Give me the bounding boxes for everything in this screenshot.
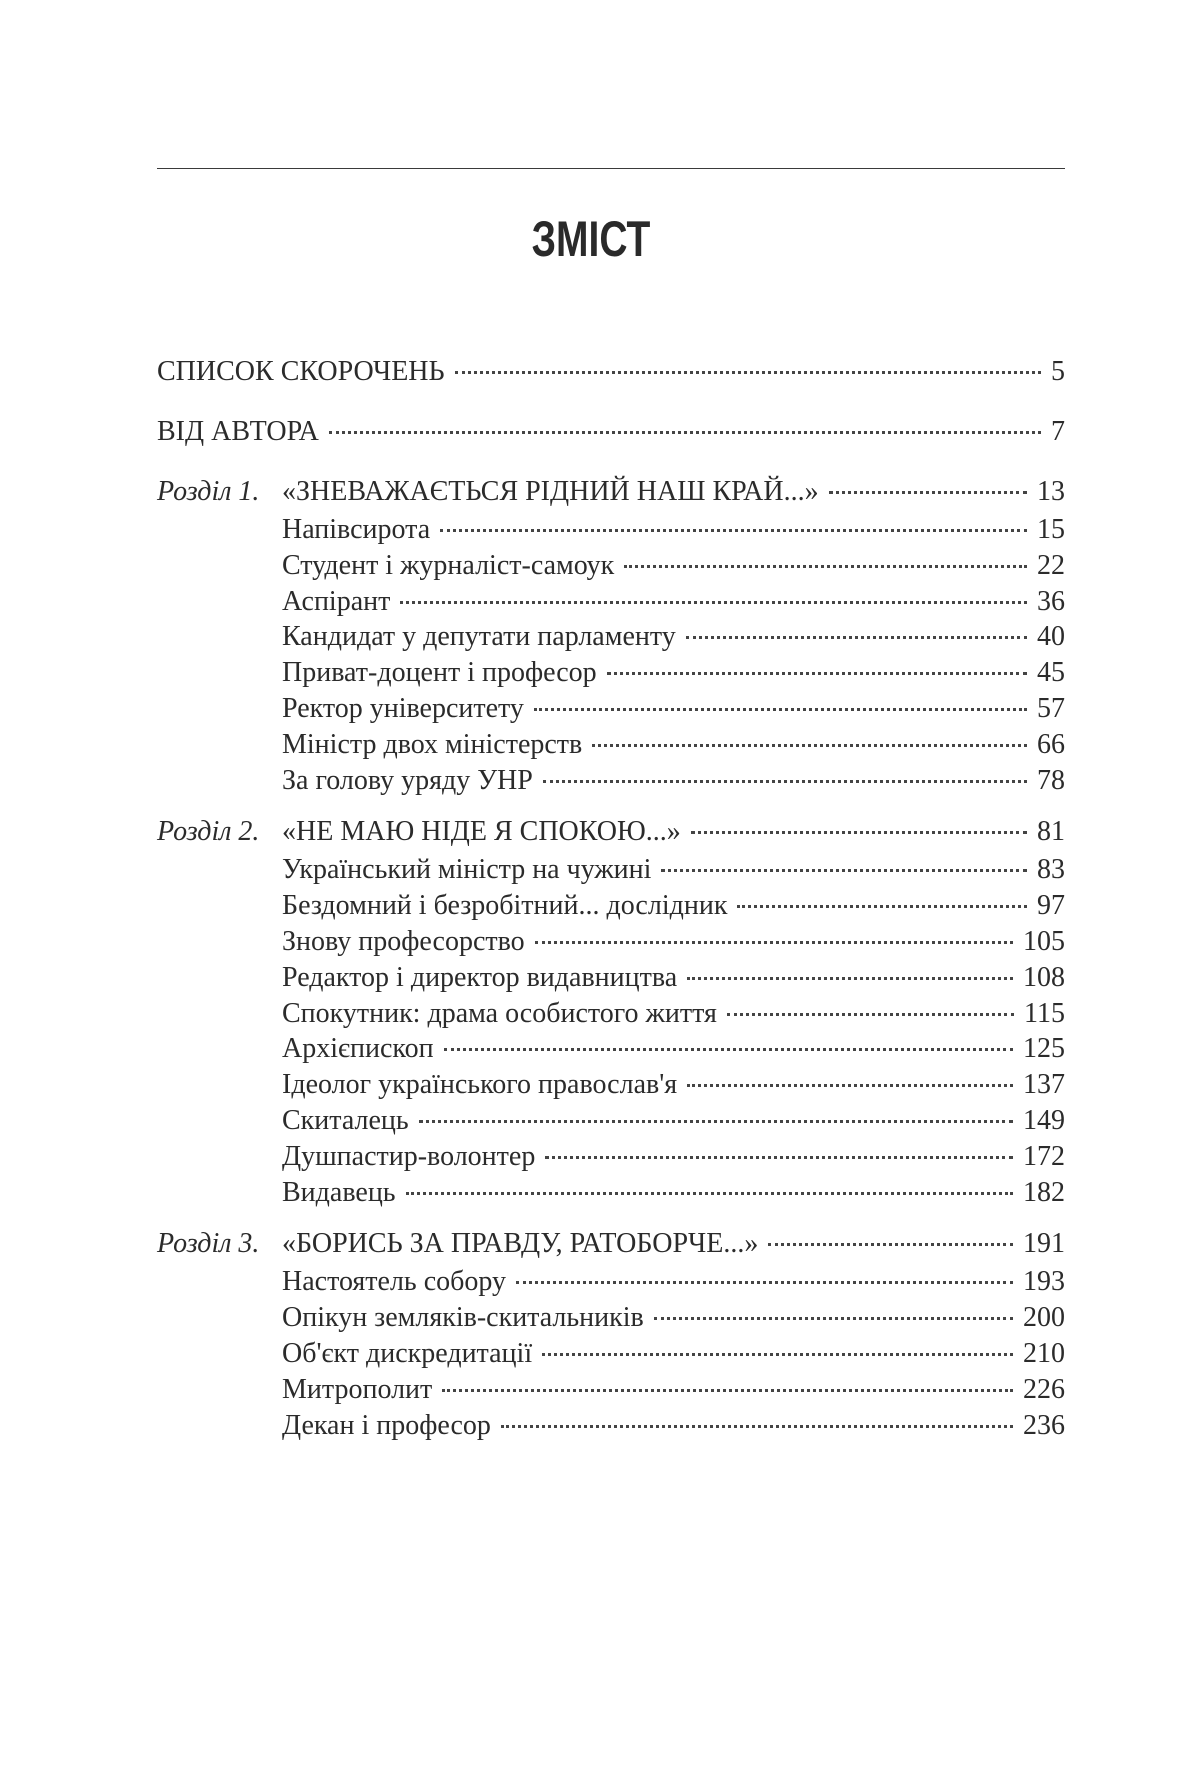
- section-title: Міністр двох міністерств: [282, 728, 583, 760]
- toc-entry-page: 7: [1051, 416, 1065, 447]
- toc-entry-label: ВІД АВТОРА: [157, 416, 319, 447]
- dot-leader: [534, 708, 1027, 711]
- toc-section-item[interactable]: [157, 852, 1065, 888]
- dot-leader: [455, 371, 1041, 374]
- dot-leader: [686, 636, 1027, 639]
- section-title: Напівсирота: [282, 514, 431, 545]
- section-page: 105: [1023, 925, 1065, 957]
- section-page: 172: [1023, 1140, 1065, 1172]
- chapter-heading[interactable]: [157, 1224, 1065, 1264]
- section-title: Видавець: [282, 1176, 396, 1208]
- section-title: Ідеолог українського православ'я: [282, 1069, 678, 1101]
- section-page: 97: [1037, 890, 1065, 922]
- section-title: Студент і журналіст-самоук: [282, 549, 615, 581]
- section-page: 57: [1037, 692, 1065, 724]
- toc-section-item[interactable]: [157, 1139, 1065, 1175]
- section-page: 115: [1024, 997, 1065, 1029]
- dot-leader: [444, 1048, 1013, 1051]
- section-page: 78: [1037, 764, 1065, 796]
- page-title: ЗМІСТ: [531, 211, 651, 267]
- dot-leader: [829, 491, 1027, 494]
- dot-leader: [661, 869, 1027, 872]
- dot-leader: [654, 1317, 1013, 1320]
- section-title: Настоятель собору: [282, 1266, 506, 1298]
- toc-section-item[interactable]: [157, 763, 1065, 799]
- dot-leader: [542, 1353, 1013, 1356]
- toc-section-item[interactable]: [157, 1336, 1065, 1372]
- header-rule: [157, 168, 1065, 169]
- section-page: 193: [1023, 1266, 1065, 1298]
- section-title: Кандидат у депутати парламенту: [282, 621, 676, 653]
- chapter-page: 191: [1023, 1228, 1065, 1260]
- table-of-contents: [157, 352, 1065, 1443]
- toc-entry-page: 5: [1051, 356, 1065, 387]
- toc-section-item[interactable]: [157, 548, 1065, 584]
- section-title: Бездомний і безробітний... дослідник: [282, 890, 728, 922]
- dot-leader: [737, 905, 1027, 908]
- toc-entry[interactable]: [157, 412, 1065, 452]
- toc-section-item[interactable]: [157, 584, 1065, 620]
- section-page: 45: [1037, 657, 1065, 689]
- toc-section-item[interactable]: [157, 1175, 1065, 1211]
- toc-section-item[interactable]: [157, 691, 1065, 727]
- dot-leader: [516, 1281, 1013, 1284]
- section-title: Об'єкт дискредитації: [282, 1337, 533, 1369]
- toc-section-item[interactable]: [157, 1408, 1065, 1444]
- toc-section-item[interactable]: [157, 655, 1065, 691]
- chapter-title: «ЗНЕВАЖАЄТЬСЯ РІДНИЙ НАШ КРАЙ...»: [282, 476, 819, 507]
- section-title: Ректор університету: [282, 692, 524, 724]
- section-page: 83: [1037, 854, 1065, 886]
- toc-section-item[interactable]: [157, 1300, 1065, 1336]
- toc-section-item[interactable]: [157, 924, 1065, 960]
- toc-entry-label: СПИСОК СКОРОЧЕНЬ: [157, 356, 445, 387]
- section-page: 22: [1037, 549, 1065, 581]
- toc-section-item[interactable]: [157, 888, 1065, 924]
- chapter-title: «БОРИСЬ ЗА ПРАВДУ, РАТОБОРЧЕ...»: [282, 1228, 759, 1260]
- chapter-number: Розділ 3.: [157, 1228, 260, 1260]
- dot-leader: [687, 1084, 1013, 1087]
- toc-section-item[interactable]: [157, 1264, 1065, 1300]
- dot-leader: [543, 780, 1027, 783]
- section-title: За голову уряду УНР: [282, 764, 533, 796]
- toc-section-item[interactable]: [157, 960, 1065, 996]
- chapter-title: «НЕ МАЮ НІДЕ Я СПОКОЮ...»: [282, 816, 681, 848]
- chapter-heading[interactable]: [157, 472, 1065, 512]
- dot-leader: [400, 601, 1027, 604]
- toc-section-item[interactable]: [157, 1067, 1065, 1103]
- section-page: 108: [1023, 961, 1065, 993]
- section-title: Український міністр на чужині: [282, 854, 652, 886]
- toc-section-item[interactable]: [157, 1031, 1065, 1067]
- dot-leader: [607, 672, 1027, 675]
- chapter-page: 81: [1037, 816, 1065, 848]
- toc-section-item[interactable]: [157, 727, 1065, 763]
- section-page: 200: [1023, 1302, 1065, 1334]
- toc-section-item[interactable]: [157, 1103, 1065, 1139]
- toc-section-item[interactable]: [157, 512, 1065, 548]
- section-page: 15: [1037, 514, 1065, 545]
- section-page: 149: [1023, 1104, 1065, 1136]
- chapter-number: Розділ 1.: [157, 476, 260, 507]
- dot-leader: [442, 1389, 1013, 1392]
- dot-leader: [419, 1120, 1013, 1123]
- dot-leader: [624, 565, 1027, 568]
- dot-leader: [440, 529, 1027, 532]
- dot-leader: [687, 977, 1013, 980]
- section-title: Скиталець: [282, 1104, 409, 1136]
- dot-leader: [727, 1013, 1014, 1016]
- section-page: 137: [1023, 1069, 1065, 1101]
- section-title: Знову професорство: [282, 925, 525, 957]
- dot-leader: [535, 941, 1013, 944]
- toc-section-item[interactable]: [157, 996, 1065, 1032]
- section-title: Опікун земляків-скитальників: [282, 1302, 644, 1334]
- section-page: 210: [1023, 1337, 1065, 1369]
- dot-leader: [406, 1192, 1013, 1195]
- toc-section-item[interactable]: [157, 619, 1065, 655]
- dot-leader: [768, 1243, 1013, 1246]
- section-page: 125: [1023, 1033, 1065, 1065]
- section-page: 66: [1037, 728, 1065, 760]
- section-page: 182: [1023, 1176, 1065, 1208]
- dot-leader: [329, 431, 1041, 434]
- chapter-heading[interactable]: [157, 812, 1065, 852]
- section-title: Аспірант: [282, 585, 391, 617]
- section-title: Редактор і директор видавництва: [282, 961, 678, 993]
- chapter-number: Розділ 2.: [157, 816, 260, 848]
- section-title: Душпастир-волонтер: [282, 1140, 536, 1172]
- section-title: Митрополит: [282, 1373, 433, 1405]
- section-page: 36: [1037, 585, 1065, 617]
- section-title: Декан і професор: [282, 1409, 491, 1441]
- section-title: Архієпископ: [282, 1033, 434, 1065]
- section-title: Спокутник: драма особистого життя: [282, 997, 717, 1029]
- section-title: Приват-доцент і професор: [282, 657, 597, 689]
- toc-entry[interactable]: [157, 352, 1065, 392]
- dot-leader: [592, 744, 1027, 747]
- section-page: 40: [1037, 621, 1065, 653]
- section-page: 236: [1023, 1409, 1065, 1441]
- dot-leader: [691, 831, 1027, 834]
- section-page: 226: [1023, 1373, 1065, 1405]
- chapter-page: 13: [1037, 476, 1065, 507]
- dot-leader: [545, 1156, 1013, 1159]
- dot-leader: [501, 1425, 1013, 1428]
- toc-section-item[interactable]: [157, 1372, 1065, 1408]
